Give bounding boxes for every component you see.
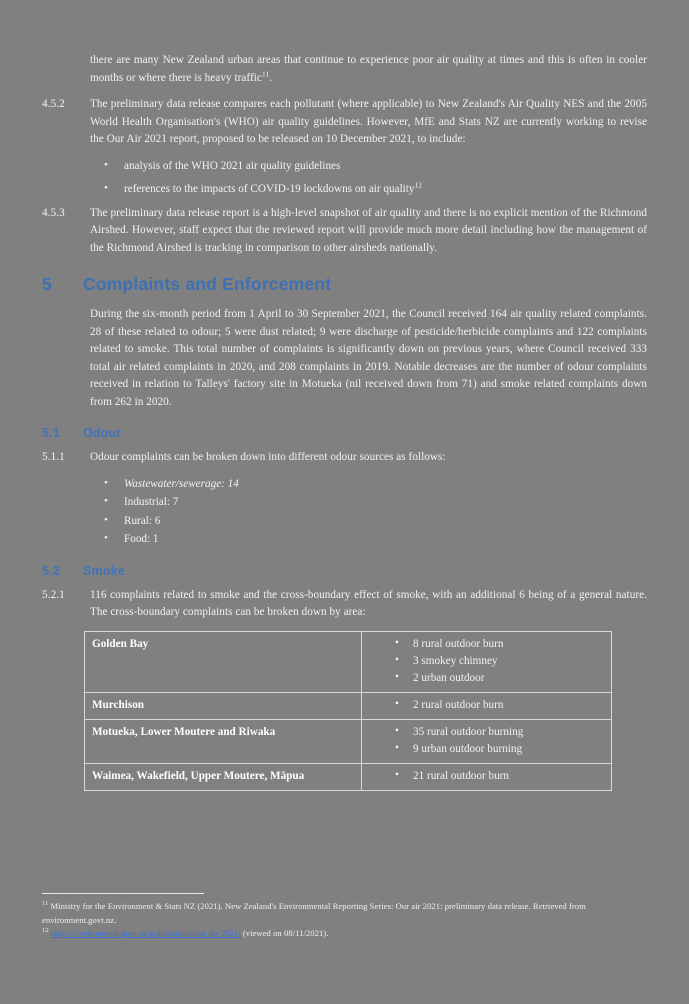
odour-source-rural: Rural: 6 (124, 514, 161, 527)
list-item: • 8 rural outdoor burn (395, 636, 604, 653)
footnote-ref-11[interactable]: 11 (261, 68, 270, 78)
paragraph-4-5-2-text: The preliminary data release compares each pollutant (where applicable) to New Zealand's Air Quality NES and the 2005 World Health Organisation's (WHO) air quality guidelines. However, MfE and Stats NZ are currently working to revise the Our Air 2021 report, proposed to be released on 10 December 2021, to include: (90, 98, 647, 145)
list-item (104, 181, 647, 199)
list-item (104, 513, 647, 531)
section-5-intro-text: During the six-month period from 1 April to 30 September 2021, the Council received 164 air quality related complaints. 28 of these related to odour; 5 were dust related; 9 were discharge of pesticide/herbicide complaints and 122 complaints related to smoke. This total number of complaints is significantly down on previous years, where Council received 333 total air related complaints in 2020, and 208 complaints in 2019. Notable decreases are the number of odour complaints received in relation to Talleys' factory site in Motueka (nil received down from 71) and smoke related complaints down from 262 in 2020. (90, 308, 647, 408)
bullet-text-covid-lockdowns: references to the impacts of COVID-19 lockdowns on air quality (124, 183, 415, 195)
heading-section-5-2 (42, 564, 647, 578)
bullet-text-who-guidelines: analysis of the WHO 2021 air quality guidelines (124, 159, 341, 172)
heading-number: 5.1 (42, 426, 60, 440)
footnotes-section (42, 893, 647, 941)
footnote-11 (42, 900, 647, 927)
table-row (85, 719, 612, 763)
paragraph-5-2-1 (42, 587, 647, 622)
paragraph-4-5-3-text: The preliminary data release report is a high-level snapshot of air quality and there is no explicit mention of the Richmond Airshed. However, staff expect that the reviewed report will provide much more detail including how the management of the Richmond Airshed is tracking in comparison to other airsheds nationally. (90, 206, 647, 254)
odour-source-industrial: Industrial: 7 (124, 496, 179, 508)
list-item (104, 494, 647, 512)
paragraph-section-5-intro (42, 306, 647, 411)
table-cell-area: Murchison (85, 692, 362, 719)
list-item: • 3 smokey chimney (395, 653, 604, 670)
complaint-items-list (369, 697, 604, 714)
table-cell-area: Golden Bay (85, 631, 362, 692)
paragraph-5-2-1-text: 116 complaints related to smoke and the cross-boundary effect of smoke, with an additional 6 being of a general nature. The cross-boundary complaints can be broken down by area: (90, 588, 647, 618)
table-cell-items (362, 763, 612, 790)
table-row (85, 763, 612, 790)
table-cell-items (362, 692, 612, 719)
footnote-link-our-air-2021[interactable]: https://environment.govt.nz/publications/our-air-2021/ (50, 928, 241, 938)
footnote-mark: 12 (42, 927, 49, 935)
paragraph-number-5-2-1: 5.2.1 (42, 588, 65, 601)
paragraph-4-5-3 (42, 205, 647, 258)
footnote-separator (42, 893, 204, 894)
paragraph-5-1-1 (42, 449, 647, 467)
table-row (85, 692, 612, 719)
complaint-items-list (369, 768, 604, 785)
table-cell-area: Waimea, Wakefield, Upper Moutere, Māpua (85, 763, 362, 790)
heading-number: 5.2 (42, 563, 60, 578)
heading-section-5 (42, 274, 647, 295)
list-item: • 35 rural outdoor burning (395, 724, 604, 741)
paragraph-number-4-5-3: 4.5.3 (42, 206, 65, 219)
heading-label-smoke: Smoke (83, 563, 125, 578)
footnote-ref-12[interactable]: 12 (414, 180, 422, 190)
list-item (104, 158, 647, 176)
footnote-mark: 11 (42, 900, 49, 908)
table-cell-items (362, 631, 612, 692)
paragraph-4-5-1-text: there are many New Zealand urban areas that continue to experience poor air quality at times and this is often in cooler months or where there is heavy traffic (90, 54, 647, 84)
cross-boundary-complaints-table (84, 631, 612, 791)
odour-sources-list (42, 476, 647, 549)
footnote-11-text: Ministry for the Environment & Stats NZ (2021). New Zealand's Environmental Reporting Series: Our air 2021: preliminary data release. Retrieved from environment.govt.nz. (42, 901, 586, 925)
paragraph-number-4-5-2: 4.5.2 (42, 98, 65, 110)
footnote-12-suffix: (viewed on 08/11/2021). (240, 928, 329, 938)
list-item: • 21 rural outdoor burn (395, 768, 604, 785)
odour-source-wastewater: Wastewater/sewerage: 14 (124, 477, 239, 490)
odour-source-food: Food: 1 (124, 533, 159, 545)
heading-section-5-1 (42, 426, 647, 440)
paragraph-4-5-2 (42, 96, 647, 149)
list-item: • 2 urban outdoor (395, 670, 604, 687)
paragraph-5-1-1-text: Odour complaints can be broken down into different odour sources as follows: (90, 451, 446, 463)
complaint-items-list (369, 636, 604, 687)
table-cell-items (362, 719, 612, 763)
list-item: • 2 rural outdoor burn (395, 697, 604, 714)
heading-number: 5 (42, 274, 52, 294)
list-item (104, 531, 647, 549)
paragraph-number-5-1-1: 5.1.1 (42, 451, 65, 463)
footnote-12 (42, 927, 647, 941)
heading-label-odour: Odour (83, 426, 122, 440)
table-cell-area: Motueka, Lower Moutere and Riwaka (85, 719, 362, 763)
bullet-list-4-5-2 (42, 158, 647, 199)
list-item: • 9 urban outdoor burning (395, 741, 604, 758)
table-row (85, 631, 612, 692)
paragraph-4-5-1-continued (42, 52, 647, 87)
complaint-items-list (369, 724, 604, 758)
list-item (104, 476, 647, 494)
paragraph-text: there are many New Zealand urban areas that continue to experience poor air quality at times and this is often in cooler months or where there is heavy traffic$^{11}$. (90, 54, 647, 84)
page-title: Complaints and Enforcement (83, 274, 332, 294)
